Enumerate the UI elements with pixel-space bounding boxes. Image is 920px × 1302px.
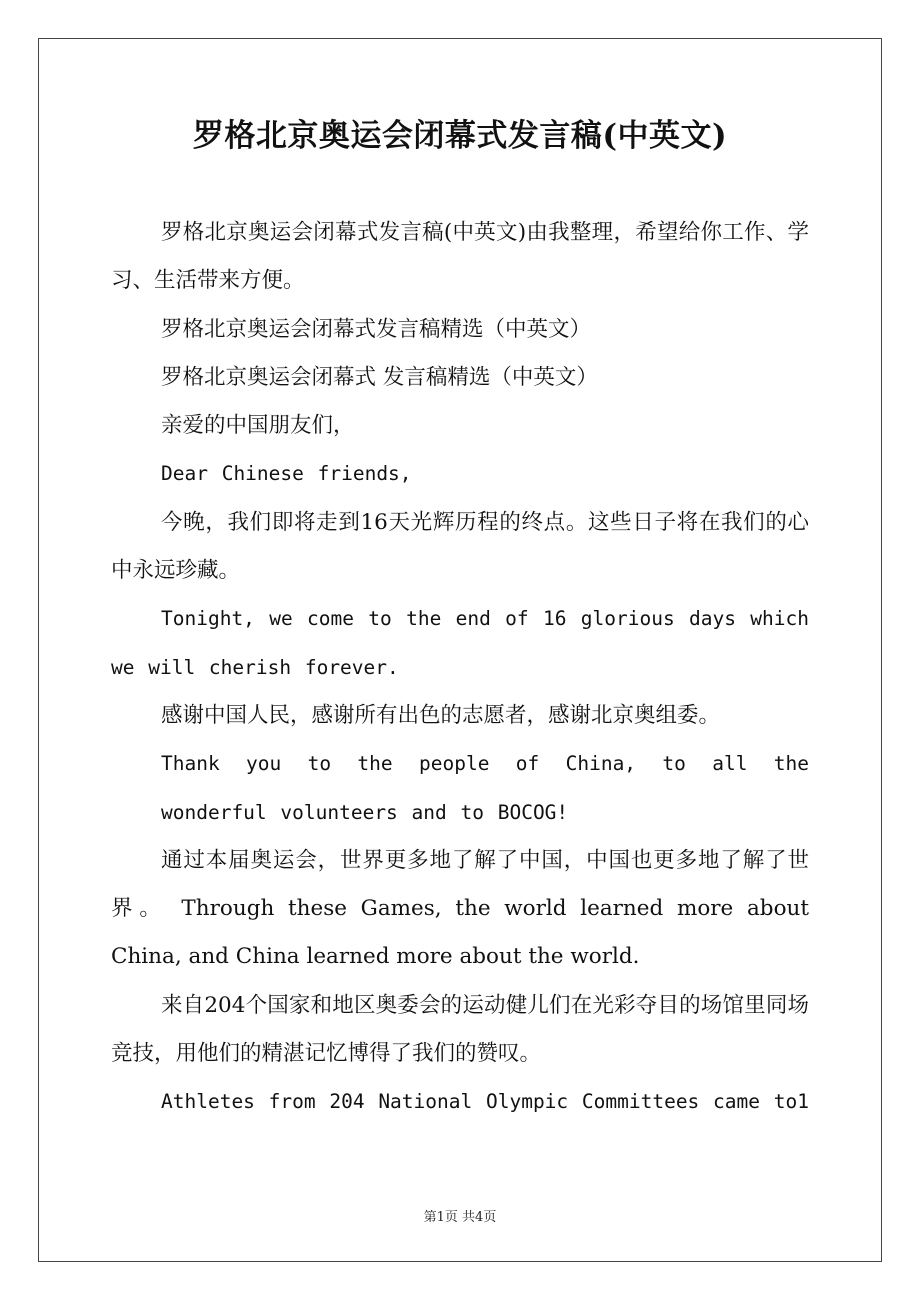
paragraph-heading-2: 罗格北京奥运会闭幕式 发言稿精选（中英文）: [161, 364, 598, 390]
paragraph-athletes-zh: 来自204个国家和地区奥委会的运动健儿们在光彩夺目的场馆里同场竞技，用他们的精湛记忆博得了我们的赞叹。: [111, 992, 809, 1067]
paragraph-intro: 罗格北京奥运会闭幕式发言稿(中英文)由我整理，希望给你工作、学习、生活带来方便。: [111, 220, 809, 294]
paragraph-athletes-en: Athletes from 204 National Olympic Committees came to1: [161, 1090, 809, 1114]
document-title: 罗格北京奥运会闭幕式发言稿(中英文): [192, 118, 728, 154]
paragraph-thanks-zh: 感谢中国人民，感谢所有出色的志愿者，感谢北京奥组委。: [161, 702, 721, 728]
document-body: [111, 209, 809, 1127]
paragraph-tonight-zh: 今晚，我们即将走到16天光辉历程的终点。这些日子将在我们的心中永远珍藏。: [111, 509, 809, 584]
paragraph-greeting-en: Dear Chinese friends,: [161, 462, 412, 486]
paragraph-greeting-zh: 亲爱的中国朋友们，: [161, 413, 355, 439]
paragraph-thanks-en: Thank you to the people of China, to all the wonderful volunteers and to BOCOG!: [161, 752, 809, 824]
page-footer: 第1页 共4页: [423, 1210, 497, 1225]
paragraph-games-mixed: 通过本届奥运会，世界更多地了解了中国，中国也更多地了解了世界。 Through these Games, the world learned more about China, and China learned more about the world.: [111, 847, 809, 970]
paragraph-heading-1: 罗格北京奥运会闭幕式发言稿精选（中英文）: [161, 316, 592, 342]
paragraph-tonight-en: Tonight, we come to the end of 16 glorious days which we will cherish forever.: [111, 607, 809, 679]
